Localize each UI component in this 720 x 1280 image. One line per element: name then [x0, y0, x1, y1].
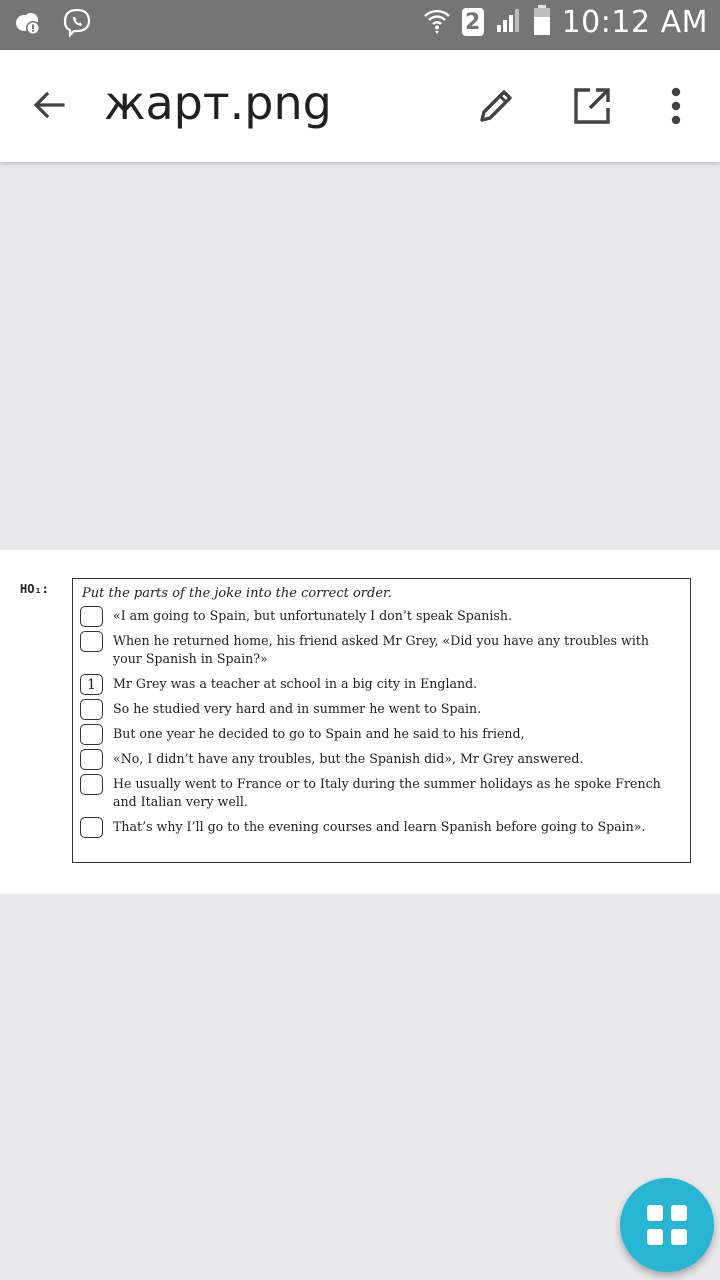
task-box [72, 578, 691, 863]
order-box [80, 699, 103, 720]
pencil-icon [476, 86, 516, 126]
list-item [80, 631, 680, 668]
item-text: Mr Grey was a teacher at school in a big city in England. [113, 676, 478, 691]
list-item [80, 724, 680, 745]
clock: 10:12 AM [561, 4, 708, 40]
item-text: «I am going to Spain, but unfortunately I don’t speak Spanish. [113, 608, 512, 623]
app-bar [0, 50, 720, 162]
image-viewer[interactable] [0, 162, 720, 1280]
item-text: So he studied very hard and in summer he went to Spain. [113, 701, 482, 716]
item-text: That’s why I’ll go to the evening courses and learn Spanish before going to Spain». [113, 819, 646, 834]
sim-badge: 2 [462, 8, 484, 36]
edit-button[interactable] [470, 80, 522, 132]
task-label: НО₁: [20, 582, 49, 596]
list-item [80, 749, 680, 770]
displayed-image[interactable] [0, 550, 720, 894]
file-title: жарт.png [104, 76, 332, 130]
open-in-new-button[interactable] [566, 80, 618, 132]
cloud-alert-icon [14, 9, 42, 41]
list-item [80, 774, 680, 811]
list-item [80, 674, 680, 695]
list-item [80, 699, 680, 720]
item-text: When he returned home, his friend asked Mr Grey, «Did you have any troubles with your Spanish in Spain?» [113, 633, 649, 666]
viber-icon [62, 8, 92, 42]
more-vert-icon [670, 87, 682, 125]
more-options-button[interactable] [652, 80, 700, 132]
list-item [80, 817, 680, 838]
list-item [80, 606, 680, 627]
item-text: «No, I didn’t have any troubles, but the Spanish did», Mr Grey answered. [113, 751, 584, 766]
back-button[interactable] [24, 80, 74, 130]
apps-fab-button[interactable] [620, 1178, 714, 1272]
open-in-new-icon [572, 86, 612, 126]
battery-icon [532, 4, 552, 40]
task-instruction: Put the parts of the joke into the correct order. [82, 586, 392, 601]
order-box [80, 817, 103, 838]
order-box [80, 774, 103, 795]
order-box: 1 [80, 674, 103, 695]
grid-icon [647, 1205, 687, 1245]
order-box [80, 631, 103, 652]
wifi-icon [422, 5, 452, 39]
item-text: But one year he decided to go to Spain and he said to his friend, [113, 726, 525, 741]
status-bar [0, 0, 720, 50]
item-text: He usually went to France or to Italy during the summer holidays as he spoke French and Italian very well. [113, 776, 661, 809]
arrow-back-icon [31, 87, 67, 123]
signal-icon [494, 6, 522, 38]
order-box [80, 606, 103, 627]
order-box [80, 749, 103, 770]
order-box [80, 724, 103, 745]
